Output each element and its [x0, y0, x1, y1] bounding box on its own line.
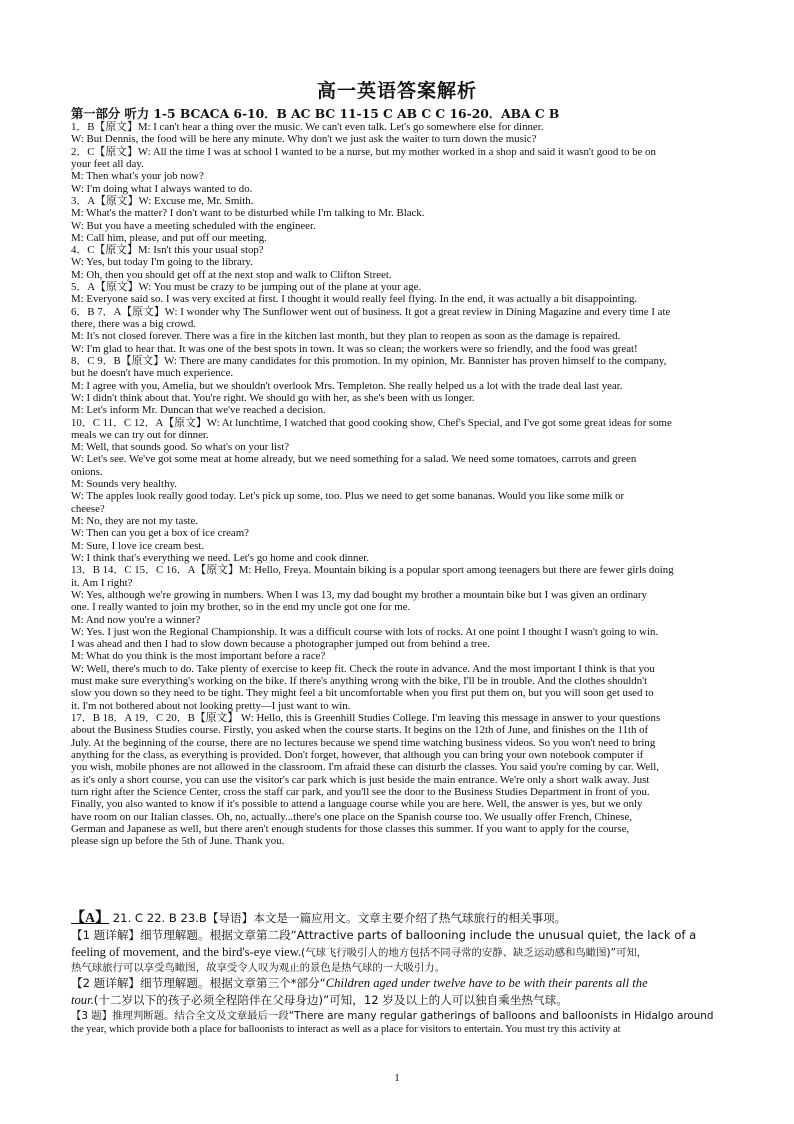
transcript-line: 1．B【原文】M: I can't hear a thing over the music. We can't even talk. Let's go somewhere else for dinner.: [71, 121, 544, 133]
transcript-line: your feet all day.: [71, 157, 144, 170]
transcript-line: anything for the class, as everything is provided. Don't forget, however, that although you can bring your own notebook computer if: [71, 748, 644, 761]
page-number: 1: [394, 1072, 400, 1084]
transcript-line: W: Yes, although we're growing in numbers. When I was 13, my dad bought my brother a mountain bike but I was given an ordinary: [71, 588, 647, 601]
transcript-line: M: Oh, then you should get off at the next stop and walk to Clifton Street.: [71, 268, 392, 281]
transcript-line: W: I think that's everything we need. Let's go home and cook dinner.: [71, 551, 370, 564]
transcript-line: must make sure everything's working on the bike. If there's anything wrong with the bike, I'll be in trouble. And the clothes shouldn't: [71, 675, 648, 688]
transcript-line: as it's only a short course, you can use the visitor's car park which is just beside the main entrance. We're only a short walk away. Just: [71, 773, 650, 786]
transcript-line: 8．C 9．B【原文】W: There are many candidates for this promotion. In my opinion, Mr. Bannister has proven himself to the company,: [71, 354, 667, 367]
transcript-line: 10．C 11．C 12．A【原文】W: At lunchtime, I watched that good cooking show, Chef's Special, and I've got some great ideas for some: [71, 416, 672, 429]
q2-cont: (十二岁以下的孩子必须全程陪伴在父母身边)”可知，12 岁及以上的人可以独自乘坐热气球。: [93, 993, 568, 1007]
transcript-line: 4．C【原文】M: Isn't this your usual stop?: [71, 244, 264, 257]
transcript-line: M: No, they are not my taste.: [71, 515, 199, 527]
transcript-line: W: Well, there's much to do. Take plenty of exercise to keep fit. Check the route in advance. And the most important I think is that you: [71, 662, 655, 675]
transcript-line: W: I didn't think about that. You're right. We should go with her, as she's been with us longer.: [71, 391, 475, 404]
transcript-line: M: What do you think is the most important before a race?: [71, 650, 326, 663]
transcript-line: M: What's the matter? I don't want to be disturbed while I'm talking to Mr. Black.: [71, 207, 425, 220]
transcript-line: July. At the beginning of the course, there are no lectures because we spend time watching business videos. So you won't need to bring: [71, 736, 656, 749]
transcript-line: turn right after the Science Center, cross the staff car park, and you'll see the door to the Business Studies Department in front of you.: [71, 785, 650, 798]
transcript-line: have room on our Italian classes. Oh, no, actually...there's one place on the Spanish course too. We usually offer French, Chinese,: [71, 810, 632, 823]
transcript-line: slow you down so they need to be tight. They might feel a bit uncomfortable when you first put them on, but you will soon get used to: [71, 687, 654, 700]
transcript-line: M: Sounds very healthy.: [71, 478, 177, 491]
q2-quote: Children aged under twelve have to be with their parents all the: [325, 976, 648, 990]
transcript-line: please sign up before the 5th of June. Thank you.: [71, 835, 285, 848]
transcript-line: W: Then can you get a box of ice cream?: [71, 527, 249, 540]
q1-explanation-lead: 【1 题详解】细节理解题。根据文章第二段“Attractive parts of ballooning include the unusual quiet, the lack of a: [71, 928, 697, 942]
transcript-line: 6．B 7．A【原文】W: I wonder why The Sunflower went out of business. It got a great review in Dining Magazine and every time I ate: [71, 305, 671, 318]
transcript-line: W: Yes. I just won the Regional Championship. It was a difficult course with lots of rocks. At one point I thought I wasn't going to win.: [71, 625, 659, 638]
listening-transcript: [71, 121, 726, 847]
listening-answer-key: 第一部分 听力 1-5 BCACA 6-10．B AC BC 11-15 C AB C C 16-20．ABA C B: [71, 106, 560, 121]
transcript-line: M: Well, that sounds good. So what's on your list?: [71, 441, 290, 454]
q3-explanation-cont: the year, which provide both a place for balloonists to interact as well as a place for visitors to entertain. You must try this activity at: [71, 1024, 621, 1035]
transcript-line: M: It's not closed forever. There was a fire in the kitchen last month, but they plan to reopen as soon as the damage is repaired.: [71, 330, 621, 343]
transcript-line: M: And now you're a winner?: [71, 613, 201, 626]
transcript-line: 17．B 18．A 19．C 20．B【原文】 W: Hello, this is Greenhill Studies College. I'm leaving this message in answer to your questions: [71, 712, 661, 724]
transcript-line: but he doesn't have much experience.: [71, 367, 234, 380]
transcript-line: I was ahead and then I had to slow down because a photographer jumped out from behind a tree.: [71, 638, 490, 651]
transcript-line: about the Business Studies course. Firstly, you asked when the course starts. It begins on the 12th of June, and finishes on the 11th of: [71, 724, 649, 737]
transcript-line: M: Let's inform Mr. Duncan that we've reached a decision.: [71, 404, 326, 417]
transcript-line: M: Sure, I love ice cream best.: [71, 539, 205, 552]
transcript-line: M: Everyone said so. I was very excited at first. I thought it would really feel flying. In the end, it was actually a bit disappointing.: [71, 293, 638, 306]
transcript-line: W: But Dennis, the food will be here any minute. Why don't we just ask the waiter to turn down the music?: [71, 133, 537, 146]
transcript-line: there, there was a big crowd.: [71, 318, 196, 330]
transcript-line: W: I'm doing what I always wanted to do.: [71, 182, 253, 195]
transcript-line: 13．B 14．C 15．C 16．A【原文】M: Hello, Freya. Mountain biking is a popular sport among teenagers but there are fewer girls doing: [71, 564, 674, 577]
transcript-line: meals we can try out for dinner.: [71, 428, 209, 441]
transcript-line: it. I'm not bothered about not looking pretty—I just want to win.: [71, 699, 351, 712]
transcript-line: W: But you have a meeting scheduled with the engineer.: [71, 219, 316, 232]
q2-explanation-lead: [71, 975, 726, 992]
transcript-line: onions.: [71, 465, 103, 478]
q2-lead: 【2 题详解】细节理解题。根据文章第三个*部分“: [71, 976, 326, 990]
q1-conclusion: 热气球旅行可以享受鸟瞰图，故享受令人叹为观止的景色是热气球的一大吸引力。: [71, 962, 446, 974]
q2-explanation-cont: [71, 992, 726, 1009]
transcript-line: German and Japanese as well, but there aren't enough students for those classes this summer. If you want to apply for the course,: [71, 822, 630, 835]
transcript-line: W: Let's see. We've got some meat at home already, but we need something for a salad. We need some tomatoes, carrots and green: [71, 453, 637, 466]
analysis-answers-line: [71, 910, 726, 927]
transcript-line: M: I agree with you, Amelia, but we shouldn't overlook Mrs. Templeton. She really helped us a lot with the trade deal last year.: [71, 379, 623, 392]
transcript-line: W: Yes, but today I'm going to the library.: [71, 256, 253, 269]
q1-paren: (气球飞行吸引人的地方包括不同寻常的安静、缺乏运动感和鸟瞰图)”可知，: [301, 947, 648, 959]
q3-explanation-lead: 【3 题】推理判断题。结合全文及文章最后一段“There are many regular gatherings of balloons and balloonists in Hidalgo around: [71, 1010, 714, 1022]
section-a-mark: 【A】: [71, 911, 110, 926]
transcript-line: cheese?: [71, 502, 105, 515]
transcript-line: 3．A【原文】W: Excuse me, Mr. Smith.: [71, 194, 254, 207]
document-title: 高一英语答案解析: [316, 80, 477, 102]
transcript-line: you wish, mobile phones are not allowed in the classroom. I'm afraid these can disturb the classes. You said you're coming by car. Well,: [71, 761, 659, 774]
transcript-line: one. I really wanted to join my brother, so in the end my uncle got one for me.: [71, 601, 411, 614]
transcript-line: 2．C【原文】W: All the time I was at school I wanted to be a nurse, but my mother worked in a shop and said it wasn't good to be on: [71, 145, 656, 158]
q1-explanation-cont: [71, 944, 726, 961]
transcript-line: W: The apples look really good today. Let's pick up some, too. Plus we need to get some bananas. Would you like some milk or: [71, 490, 625, 503]
reading-analysis: [71, 910, 726, 1037]
transcript-line: M: Call him, please, and put off our meeting.: [71, 231, 267, 244]
transcript-line: Finally, you also wanted to know if it's possible to attend a language course while you are here. Well, the answer is yes, but we only: [71, 798, 643, 811]
q2-quote-end: tour.: [71, 993, 94, 1007]
transcript-line: M: Then what's your job now?: [71, 170, 204, 183]
transcript-line: 5．A【原文】W: You must be crazy to be jumping out of the plane at your age.: [71, 281, 422, 294]
transcript-line: W: I'm glad to hear that. It was one of the best spots in town. It was so clean; the workers were so friendly, and the food was great!: [71, 342, 638, 355]
transcript-line: it. Am I right?: [71, 576, 133, 589]
q1-quote: feeling of movement, and the bird's-eye view.: [71, 945, 302, 959]
answers-text: 21. C 22. B 23.B【导语】本文是一篇应用文。文章主要介绍了热气球旅行的相关事项。: [109, 911, 567, 925]
